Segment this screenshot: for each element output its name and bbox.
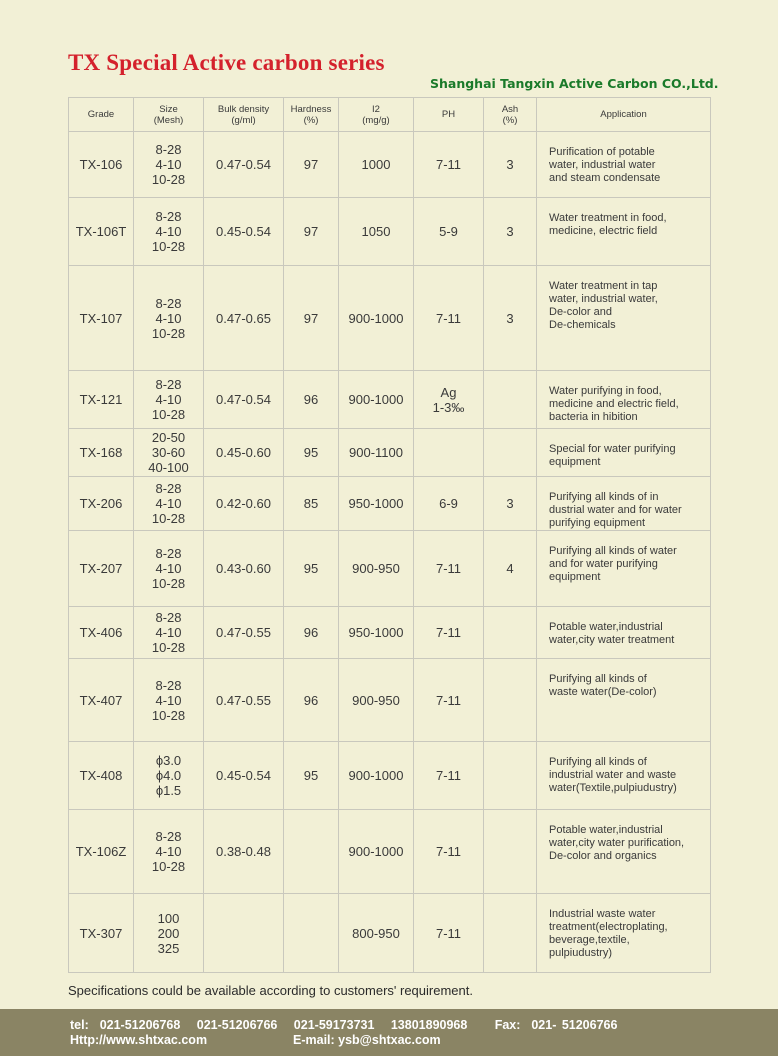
- cell-iodine: [339, 810, 414, 894]
- cell-ph: [414, 132, 484, 198]
- cell-text: TX-406: [79, 625, 123, 640]
- cell-iodine: [339, 371, 414, 429]
- cell-ash: [484, 742, 537, 810]
- cell-text: 7-11: [435, 692, 462, 708]
- cell-bulk-density: [204, 132, 284, 198]
- cell-text: Water purifying in food, medicine and electric field, bacteria in hibition: [549, 385, 679, 423]
- cell-text: TX-107: [79, 310, 123, 326]
- cell-text: Ag 1-3‰: [432, 384, 465, 415]
- cell-hardness: [284, 477, 339, 531]
- cell-ph: [414, 477, 484, 531]
- header-grade: Grade: [69, 98, 134, 132]
- cell-text: Potable water,industrial water,city water treatment: [549, 621, 675, 646]
- cell-text: 8-28 4-10 10-28: [151, 610, 186, 655]
- table-row: [69, 132, 711, 198]
- cell-text: 95: [303, 445, 319, 460]
- cell-application: [537, 810, 711, 894]
- cell-text: 900-1100: [349, 445, 403, 460]
- cell-hardness: [284, 810, 339, 894]
- cell-bulk-density: [204, 429, 284, 477]
- table-row: [69, 810, 711, 894]
- table-row: [69, 607, 711, 659]
- cell-text: 3: [506, 496, 514, 511]
- header-bulk-density: Bulk density (g/ml): [204, 98, 284, 132]
- table-row: [69, 531, 711, 607]
- table-row: [69, 371, 711, 429]
- cell-ash: [484, 132, 537, 198]
- cell-text: 4: [506, 561, 514, 576]
- cell-text: 95: [303, 561, 319, 576]
- cell-text: 97: [303, 224, 319, 239]
- cell-grade: [69, 607, 134, 659]
- cell-text: Purifying all kinds of water and for water purifying equipment: [549, 545, 677, 583]
- cell-bulk-density: [204, 607, 284, 659]
- cell-text: 7-11: [435, 310, 462, 326]
- table-row: [69, 477, 711, 531]
- cell-application: [537, 198, 711, 266]
- cell-text: 7-11: [435, 157, 462, 172]
- table-row: [69, 266, 711, 371]
- cell-hardness: [284, 198, 339, 266]
- cell-ash: [484, 607, 537, 659]
- cell-size: [134, 659, 204, 742]
- cell-text: Purification of potable water, industrial water and steam condensate: [549, 146, 661, 184]
- cell-text: TX-307: [79, 925, 123, 941]
- cell-ph: [414, 531, 484, 607]
- cell-text: 900-1000: [348, 768, 404, 783]
- cell-ash: [484, 659, 537, 742]
- cell-text: 96: [303, 692, 319, 708]
- cell-text: TX-121: [79, 392, 123, 407]
- cell-ph: [414, 659, 484, 742]
- cell-text: 0.47-0.55: [216, 692, 271, 708]
- cell-text: 5-9: [439, 224, 458, 239]
- cell-text: TX-408: [79, 768, 123, 783]
- cell-text: 8-28 4-10 10-28: [151, 481, 186, 526]
- cell-text: 100 200 325: [157, 910, 180, 956]
- cell-text: 96: [303, 625, 319, 640]
- cell-grade: [69, 477, 134, 531]
- table-header-row: [69, 98, 711, 132]
- cell-text: Purifying all kinds of in dustrial water and for water purifying equipment: [549, 491, 682, 529]
- cell-size: [134, 371, 204, 429]
- cell-text: TX-168: [79, 445, 123, 460]
- cell-hardness: [284, 742, 339, 810]
- cell-text: 8-28 4-10 10-28: [151, 546, 186, 591]
- cell-iodine: [339, 742, 414, 810]
- cell-text: Industrial waste water treatment(electroplating, beverage,textile, pulpiudustry): [549, 908, 668, 959]
- cell-text: ϕ3.0 ϕ4.0 ϕ1.5: [155, 753, 182, 798]
- cell-grade: [69, 659, 134, 742]
- footer-website[interactable]: Http://www.shtxac.com: [70, 1033, 208, 1047]
- cell-application: [537, 894, 711, 973]
- cell-text: 900-950: [352, 692, 400, 708]
- footer-bar: [0, 1009, 778, 1056]
- cell-text: 0.45-0.54: [216, 768, 271, 783]
- cell-text: TX-106Z: [75, 844, 127, 859]
- cell-text: 0.42-0.60: [216, 496, 271, 511]
- cell-application: [537, 266, 711, 371]
- cell-hardness: [284, 659, 339, 742]
- cell-text: 0.47-0.54: [216, 157, 271, 172]
- cell-grade: [69, 531, 134, 607]
- cell-ash: [484, 531, 537, 607]
- footer-contacts: tel: 021-51206768 021-51206766 021-59173731 13801890968 Fax: 021- 51206766: [70, 1018, 618, 1032]
- cell-application: [537, 429, 711, 477]
- cell-text: Water treatment in tap water, industrial water, De-color and De-chemicals: [549, 280, 658, 331]
- cell-text: 800-950: [352, 925, 400, 941]
- cell-text: 1000: [361, 157, 391, 172]
- spec-table: [68, 97, 711, 973]
- cell-text: 1050: [361, 224, 391, 239]
- cell-text: 7-11: [435, 925, 462, 941]
- cell-iodine: [339, 266, 414, 371]
- table-row: [69, 742, 711, 810]
- cell-iodine: [339, 659, 414, 742]
- cell-iodine: [339, 531, 414, 607]
- cell-grade: [69, 198, 134, 266]
- cell-text: TX-106: [79, 157, 123, 172]
- cell-text: 0.47-0.55: [216, 625, 271, 640]
- cell-bulk-density: [204, 198, 284, 266]
- table-row: [69, 659, 711, 742]
- cell-text: 900-950: [352, 561, 400, 576]
- cell-text: 8-28 4-10 10-28: [151, 377, 186, 422]
- cell-hardness: [284, 132, 339, 198]
- cell-text: 8-28 4-10 10-28: [151, 295, 186, 341]
- cell-hardness: [284, 894, 339, 973]
- cell-text: 7-11: [435, 844, 462, 859]
- header-size: Size (Mesh): [134, 98, 204, 132]
- cell-grade: [69, 742, 134, 810]
- cell-size: [134, 531, 204, 607]
- cell-text: 0.45-0.60: [216, 445, 271, 460]
- cell-text: 96: [303, 392, 319, 407]
- cell-bulk-density: [204, 531, 284, 607]
- cell-ph: [414, 266, 484, 371]
- cell-text: 900-1000: [348, 310, 404, 326]
- cell-iodine: [339, 132, 414, 198]
- cell-ph: [414, 742, 484, 810]
- cell-size: [134, 132, 204, 198]
- cell-size: [134, 198, 204, 266]
- cell-bulk-density: [204, 810, 284, 894]
- cell-ph: [414, 607, 484, 659]
- cell-text: 0.45-0.54: [216, 224, 271, 239]
- cell-hardness: [284, 531, 339, 607]
- cell-application: [537, 531, 711, 607]
- cell-text: TX-407: [79, 692, 123, 708]
- cell-text: Special for water purifying equipment: [549, 443, 676, 468]
- company-name: Shanghai Tangxin Active Carbon CO.,Ltd.: [430, 76, 719, 91]
- cell-text: 900-1000: [348, 844, 404, 859]
- cell-text: 97: [303, 310, 319, 326]
- cell-ph: [414, 894, 484, 973]
- cell-text: 3: [506, 157, 514, 172]
- cell-bulk-density: [204, 371, 284, 429]
- cell-ph: [414, 198, 484, 266]
- cell-grade: [69, 429, 134, 477]
- cell-text: 20-50 30-60 40-100: [148, 430, 189, 475]
- cell-text: TX-207: [79, 561, 123, 576]
- cell-ash: [484, 810, 537, 894]
- cell-ash: [484, 371, 537, 429]
- cell-grade: [69, 132, 134, 198]
- cell-text: 8-28 4-10 10-28: [151, 209, 186, 254]
- header-iodine: I2 (mg/g): [339, 98, 414, 132]
- cell-text: Purifying all kinds of waste water(De-color): [549, 673, 657, 698]
- cell-hardness: [284, 607, 339, 659]
- cell-iodine: [339, 477, 414, 531]
- cell-text: 8-28 4-10 10-28: [151, 829, 186, 874]
- cell-grade: [69, 810, 134, 894]
- cell-size: [134, 742, 204, 810]
- cell-bulk-density: [204, 894, 284, 973]
- cell-size: [134, 810, 204, 894]
- cell-text: 950-1000: [348, 496, 404, 511]
- table-row: [69, 894, 711, 973]
- cell-text: 3: [506, 224, 514, 239]
- cell-grade: [69, 894, 134, 973]
- cell-text: 900-1000: [348, 392, 404, 407]
- cell-grade: [69, 266, 134, 371]
- cell-iodine: [339, 894, 414, 973]
- cell-text: 6-9: [439, 496, 458, 511]
- table-row: [69, 198, 711, 266]
- cell-text: 0.43-0.60: [216, 561, 271, 576]
- cell-text: 95: [303, 768, 319, 783]
- cell-text: 0.47-0.65: [216, 310, 271, 326]
- cell-application: [537, 477, 711, 531]
- cell-size: [134, 266, 204, 371]
- cell-text: 8-28 4-10 10-28: [151, 142, 186, 187]
- cell-bulk-density: [204, 477, 284, 531]
- cell-iodine: [339, 198, 414, 266]
- cell-iodine: [339, 429, 414, 477]
- cell-size: [134, 894, 204, 973]
- cell-text: TX-206: [79, 496, 123, 511]
- cell-text: 85: [303, 496, 319, 511]
- cell-text: Water treatment in food, medicine, electric field: [549, 212, 667, 237]
- table-row: [69, 429, 711, 477]
- cell-hardness: [284, 429, 339, 477]
- cell-grade: [69, 371, 134, 429]
- header-ph: PH: [414, 98, 484, 132]
- header-application: Application: [537, 98, 711, 132]
- cell-ash: [484, 198, 537, 266]
- cell-application: [537, 742, 711, 810]
- cell-size: [134, 429, 204, 477]
- cell-ph: [414, 371, 484, 429]
- cell-application: [537, 659, 711, 742]
- cell-text: 0.47-0.54: [216, 392, 271, 407]
- cell-ash: [484, 477, 537, 531]
- cell-application: [537, 607, 711, 659]
- cell-application: [537, 132, 711, 198]
- cell-hardness: [284, 371, 339, 429]
- footer-email[interactable]: E-mail: ysb@shtxac.com: [293, 1033, 441, 1047]
- cell-text: 7-11: [435, 768, 462, 783]
- cell-size: [134, 607, 204, 659]
- cell-ph: [414, 810, 484, 894]
- cell-ash: [484, 266, 537, 371]
- cell-bulk-density: [204, 742, 284, 810]
- header-ash: Ash (%): [484, 98, 537, 132]
- cell-text: 8-28 4-10 10-28: [151, 677, 186, 723]
- cell-bulk-density: [204, 659, 284, 742]
- cell-text: 3: [506, 310, 514, 326]
- cell-iodine: [339, 607, 414, 659]
- cell-ash: [484, 429, 537, 477]
- cell-size: [134, 477, 204, 531]
- specification-note: Specifications could be available according to customers' requirement.: [68, 983, 473, 998]
- cell-text: 97: [303, 157, 319, 172]
- header-hardness: Hardness (%): [284, 98, 339, 132]
- cell-ph: [414, 429, 484, 477]
- cell-text: Potable water,industrial water,city water purification, De-color and organics: [549, 824, 685, 862]
- cell-text: TX-106T: [75, 224, 127, 239]
- cell-hardness: [284, 266, 339, 371]
- cell-text: 0.38-0.48: [216, 844, 271, 859]
- cell-text: 7-11: [435, 561, 462, 576]
- page-title: TX Special Active carbon series: [68, 50, 385, 75]
- cell-text: 7-11: [435, 625, 462, 640]
- cell-text: Purifying all kinds of industrial water and waste water(Textile,pulpiudustry): [549, 756, 677, 794]
- cell-ash: [484, 894, 537, 973]
- cell-text: 950-1000: [348, 625, 404, 640]
- cell-bulk-density: [204, 266, 284, 371]
- cell-application: [537, 371, 711, 429]
